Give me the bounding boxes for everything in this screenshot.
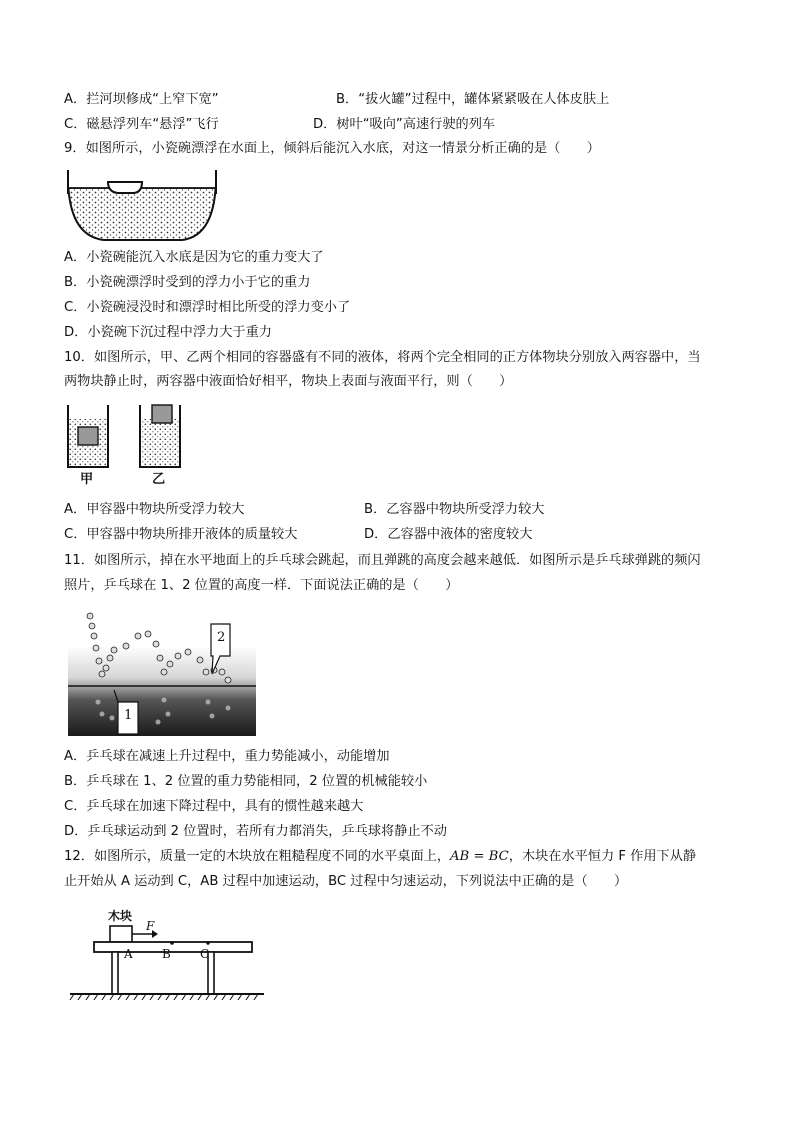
q9-option-a: A．小瓷碗能沉入水底是因为它的重力变大了	[64, 250, 324, 265]
q8-option-b: B．“拔火罐”过程中，罐体紧紧吸在人体皮肤上	[336, 92, 610, 107]
q12-label-force: F	[146, 919, 155, 933]
q11-option-c: C．乒乓球在加速下降过程中，具有的惯性越来越大	[64, 799, 364, 814]
q10-option-a: A．甲容器中物块所受浮力较大	[64, 502, 245, 517]
q12-label-a: A	[124, 947, 133, 961]
q9-option-d: D．小瓷碗下沉过程中浮力大于重力	[64, 325, 272, 340]
q11-callout-label-2: 2	[217, 630, 226, 645]
q8-option-d: D．树叶“吸向”高速行驶的列车	[313, 117, 496, 132]
q11-stem-line2: 照片，乒乓球在 1、2 位置的高度一样．下面说法正确的是（ ）	[64, 578, 459, 593]
q12-label-c: C	[200, 947, 210, 961]
q10-stem-line2: 两物块静止时，两容器中液面恰好相平，物块上表面与液面平行，则（ ）	[64, 374, 513, 389]
q12-stem-line2: 止开始从 A 运动到 C，AB 过程中加速运动，BC 过程中匀速运动，下列说法中正确的是（ ）	[64, 874, 628, 889]
q10-option-c: C．甲容器中物块所排开液体的质量较大	[64, 527, 298, 542]
q12-stem-math: AB = BC	[450, 849, 509, 864]
q12-stem-post: ，木块在水平恒力 F 作用下从静	[508, 849, 697, 864]
q10-label-jia: 甲	[80, 472, 94, 487]
q11-option-a: A．乒乓球在减速上升过程中，重力势能减小，动能增加	[64, 749, 390, 764]
q12-label-b: B	[162, 947, 171, 961]
q9-stem: 9．如图所示，小瓷碗漂浮在水面上，倾斜后能沉入水底，对这一情景分析正确的是（ ）	[64, 141, 600, 156]
q11-callout-label-1: 1	[124, 708, 133, 723]
q12-stem-pre: 12．如图所示，质量一定的木块放在粗糙程度不同的水平桌面上，	[64, 849, 451, 864]
q10-option-d: D．乙容器中液体的密度较大	[364, 527, 533, 542]
q10-label-yi: 乙	[152, 472, 166, 487]
q9-option-c: C．小瓷碗浸没时和漂浮时相比所受的浮力变小了	[64, 300, 351, 315]
q10-option-b: B．乙容器中物块所受浮力较大	[364, 502, 545, 517]
q12-stem-line1	[64, 847, 696, 867]
q11-bounce-photo	[68, 606, 256, 736]
q11-option-b: B．乒乓球在 1、2 位置的重力势能相同，2 位置的机械能较小	[64, 774, 428, 789]
q8-option-c: C．磁悬浮列车“悬浮”飞行	[64, 117, 219, 132]
q11-option-d: D．乒乓球运动到 2 位置时，若所有力都消失，乒乓球将静止不动	[64, 824, 447, 839]
q9-option-b: B．小瓷碗漂浮时受到的浮力小于它的重力	[64, 275, 311, 290]
q8-option-a: A．拦河坝修成“上窄下宽”	[64, 92, 219, 107]
q11-stem-line1: 11．如图所示，掉在水平地面上的乒乓球会跳起，而且弹跳的高度会越来越低．如图所示是乒乓球弹跳的频闪	[64, 553, 701, 568]
q12-label-block: 木块	[108, 909, 133, 923]
q9-bowl-figure	[64, 166, 222, 246]
q10-stem-line1: 10．如图所示，甲、乙两个相同的容器盛有不同的液体，将两个完全相同的正方体物块分别放入两容器中，当	[64, 350, 701, 365]
q10-containers-figure	[64, 403, 194, 469]
